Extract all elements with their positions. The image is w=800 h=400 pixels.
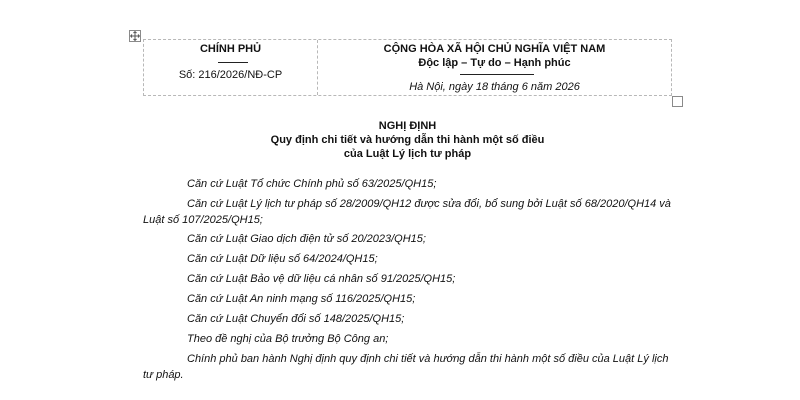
- document-title-line-2: của Luật Lý lịch tư pháp: [343, 148, 472, 160]
- enacting-clause: Chính phủ ban hành Nghị định quy định chi tiết và hướng dẫn thi hành một số điều của Luật Lý lịch tư pháp.: [143, 353, 669, 381]
- issuing-agency: CHÍNH PHỦ: [199, 43, 262, 55]
- move-arrows-icon: [130, 31, 140, 41]
- preamble-paragraph: Căn cứ Luật Chuyển đổi số 148/2025/QH15;: [187, 313, 405, 325]
- national-title: CỘNG HÒA XÃ HỘI CHỦ NGHĨA VIỆT NAM: [383, 43, 606, 55]
- agency-underline: [218, 62, 248, 63]
- preamble-paragraph: Theo đề nghị của Bộ trưởng Bộ Công an;: [187, 333, 389, 345]
- table-resize-handle[interactable]: [672, 96, 683, 107]
- preamble-paragraph: Căn cứ Luật An ninh mạng số 116/2025/QH15;: [187, 293, 416, 305]
- preamble-paragraph: Căn cứ Luật Lý lịch tư pháp số 28/2009/QH12 được sửa đổi, bổ sung bởi Luật số 68/2020/QH14 và Luật số 107/2025/QH15;: [143, 198, 671, 226]
- header-right-cell: [318, 40, 671, 95]
- preamble-paragraph: Căn cứ Luật Bảo vệ dữ liệu cá nhân số 91/2025/QH15;: [187, 273, 456, 285]
- document-number: Số: 216/2026/NĐ-CP: [178, 69, 283, 81]
- table-move-handle[interactable]: [129, 30, 141, 42]
- header-left-cell: [144, 40, 318, 95]
- header-table: [143, 39, 672, 96]
- motto-underline: [460, 74, 534, 75]
- document-type: NGHỊ ĐỊNH: [378, 120, 437, 132]
- preamble-paragraph: Căn cứ Luật Tổ chức Chính phủ số 63/2025/QH15;: [187, 178, 437, 190]
- preamble-paragraph: Căn cứ Luật Giao dịch điện tử số 20/2023/QH15;: [187, 233, 426, 245]
- place-and-date: Hà Nội, ngày 18 tháng 6 năm 2026: [409, 81, 580, 93]
- document-title-line-1: Quy định chi tiết và hướng dẫn thi hành một số điều: [270, 134, 545, 146]
- national-motto: Độc lập – Tự do – Hạnh phúc: [418, 57, 571, 69]
- preamble-paragraph: Căn cứ Luật Dữ liệu số 64/2024/QH15;: [187, 253, 378, 265]
